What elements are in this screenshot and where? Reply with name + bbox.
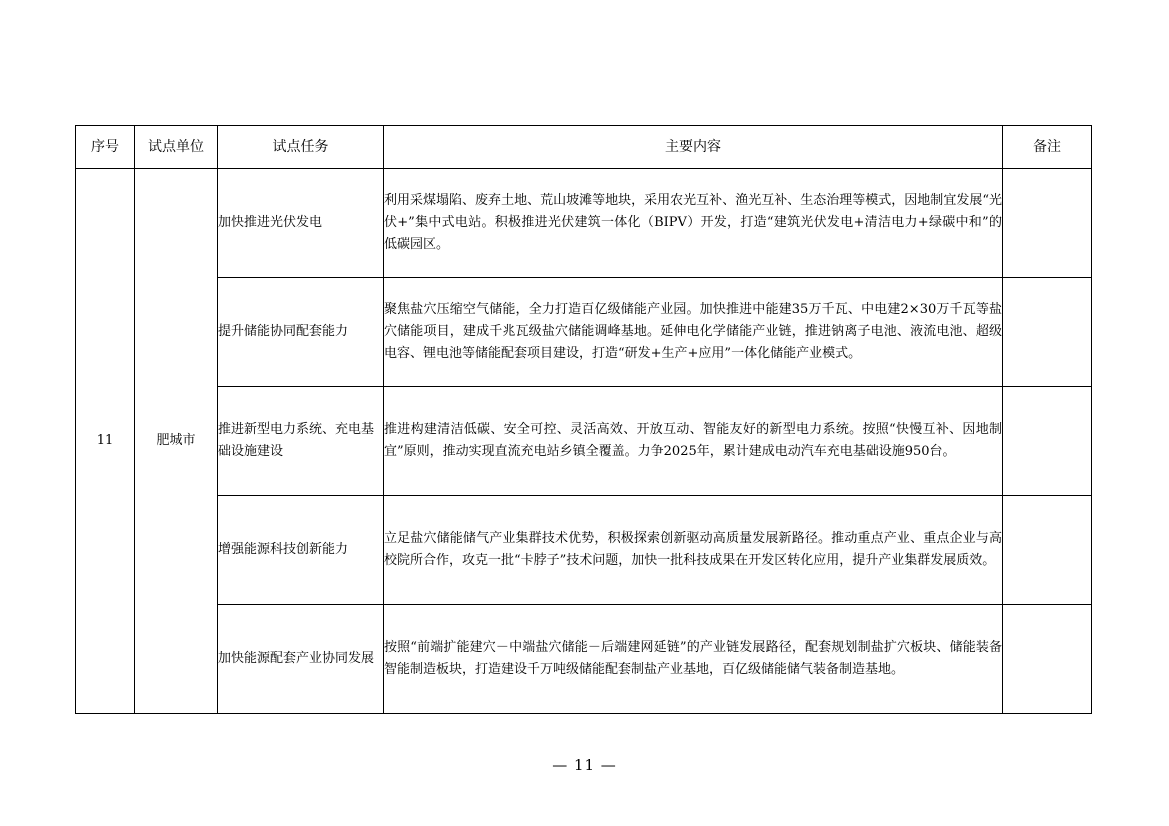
remark-cell bbox=[1003, 496, 1092, 605]
content-cell: 按照“前端扩能建穴－中端盐穴储能－后端建网延链”的产业链发展路径，配套规划制盐扩穴板块、储能装备智能制造板块，打造建设千万吨级储能配套制盐产业基地，百亿级储能储气装备制造基地。 bbox=[384, 605, 1003, 714]
content-cell: 立足盐穴储能储气产业集群技术优势，积极探索创新驱动高质量发展新路径。推动重点产业、重点企业与高校院所合作，攻克一批“卡脖子”技术问题，加快一批科技成果在开发区转化应用，提升产业集群发展质效。 bbox=[384, 496, 1003, 605]
task-cell: 加快推进光伏发电 bbox=[218, 169, 384, 278]
header-task: 试点任务 bbox=[218, 126, 384, 169]
table-row bbox=[76, 387, 1092, 496]
header-unit: 试点单位 bbox=[135, 126, 218, 169]
table-header-row bbox=[76, 126, 1092, 169]
remark-cell bbox=[1003, 169, 1092, 278]
task-cell: 增强能源科技创新能力 bbox=[218, 496, 384, 605]
task-cell: 提升储能协同配套能力 bbox=[218, 278, 384, 387]
task-cell: 加快能源配套产业协同发展 bbox=[218, 605, 384, 714]
table-row bbox=[76, 605, 1092, 714]
header-no: 序号 bbox=[76, 126, 135, 169]
page-number: — 11 — bbox=[552, 756, 617, 774]
row-number: 11 bbox=[76, 169, 135, 714]
content-cell: 利用采煤塌陷、废弃土地、荒山坡滩等地块，采用农光互补、渔光互补、生态治理等模式，因地制宜发展“光伏+”集中式电站。积极推进光伏建筑一体化（BIPV）开发，打造“建筑光伏发电+清洁电力+绿碳中和”的低碳园区。 bbox=[384, 169, 1003, 278]
remark-cell bbox=[1003, 387, 1092, 496]
content-cell: 推进构建清洁低碳、安全可控、灵活高效、开放互动、智能友好的新型电力系统。按照“快慢互补、因地制宜”原则，推动实现直流充电站乡镇全覆盖。力争2025年，累计建成电动汽车充电基础设施950台。 bbox=[384, 387, 1003, 496]
header-content: 主要内容 bbox=[384, 126, 1003, 169]
remark-cell bbox=[1003, 605, 1092, 714]
task-cell: 推进新型电力系统、充电基础设施建设 bbox=[218, 387, 384, 496]
table-row bbox=[76, 278, 1092, 387]
pilot-unit: 肥城市 bbox=[135, 169, 218, 714]
header-remark: 备注 bbox=[1003, 126, 1092, 169]
table-row bbox=[76, 169, 1092, 278]
remark-cell bbox=[1003, 278, 1092, 387]
pilot-task-table bbox=[75, 125, 1092, 714]
content-cell: 聚焦盐穴压缩空气储能，全力打造百亿级储能产业园。加快推进中能建35万千瓦、中电建2×30万千瓦等盐穴储能项目，建成千兆瓦级盐穴储能调峰基地。延伸电化学储能产业链，推进钠离子电池、液流电池、超级电容、锂电池等储能配套项目建设，打造“研发+生产+应用”一体化储能产业模式。 bbox=[384, 278, 1003, 387]
table-row bbox=[76, 496, 1092, 605]
